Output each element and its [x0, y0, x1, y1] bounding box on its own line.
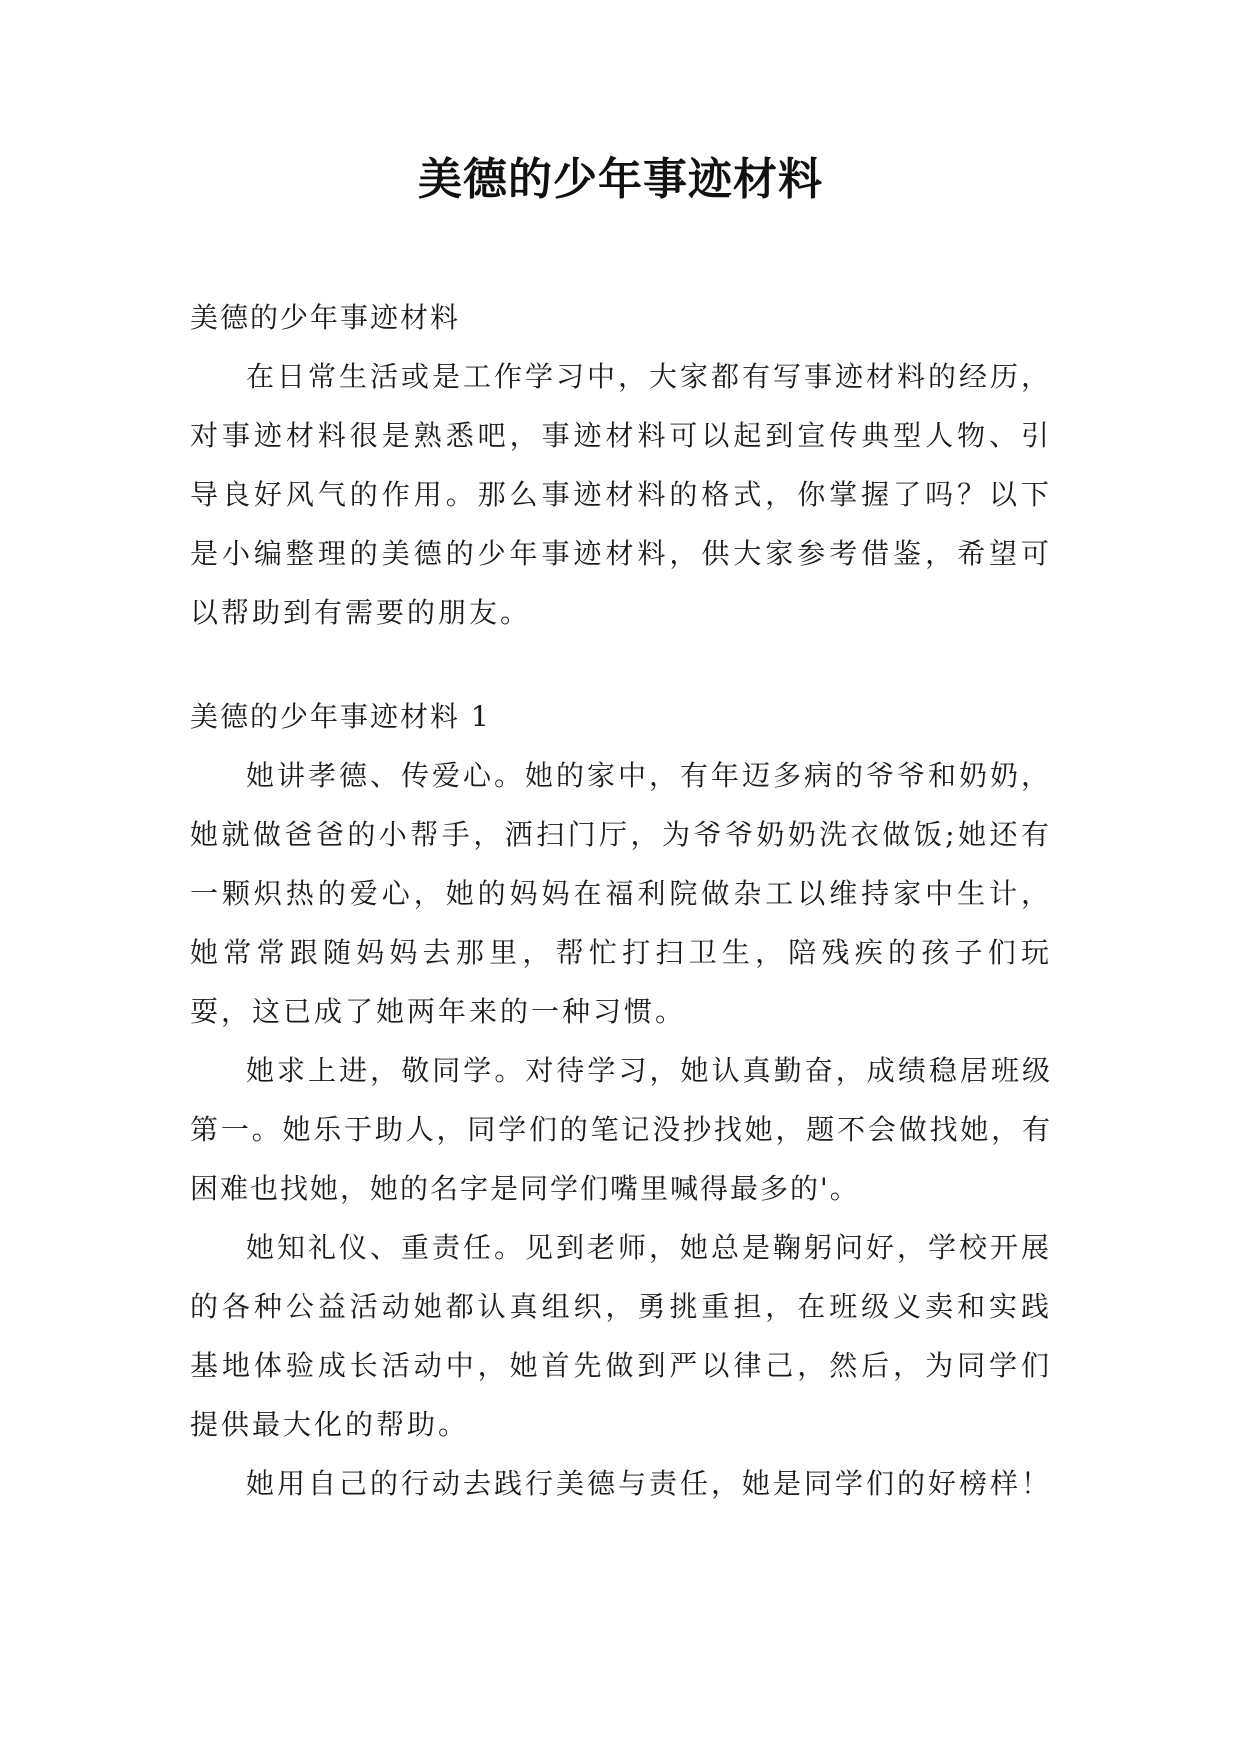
- section1-paragraph-4: 她用自己的行动去践行美德与责任，她是同学们的好榜样！: [246, 1467, 1053, 1500]
- document-title: 美德的少年事迹材料: [418, 154, 823, 205]
- document-body: [190, 288, 1052, 1513]
- section1-paragraph-2: 她求上进，敬同学。对待学习，她认真勤奋，成绩稳居班级第一。她乐于助人，同学们的笔记没抄找她，题不会做找她，有困难也找她，她的名字是同学们嘴里喊得最多的'。: [190, 1054, 1052, 1205]
- intro-paragraph: 在日常生活或是工作学习中，大家都有写事迹材料的经历，对事迹材料很是熟悉吧，事迹材料可以起到宣传典型人物、引导良好风气的作用。那么事迹材料的格式，你掌握了吗？以下是小编整理的美德的少年事迹材料，供大家参考借鉴，希望可以帮助到有需要的朋友。: [190, 360, 1053, 629]
- section1-paragraph-3: 她知礼仪、重责任。见到老师，她总是鞠躬问好，学校开展的各种公益活动她都认真组织，勇挑重担，在班级义卖和实践基地体验成长活动中，她首先做到严以律己，然后，为同学们提供最大化的帮助。: [190, 1231, 1053, 1441]
- section1-paragraph-1: 她讲孝德、传爱心。她的家中，有年迈多病的爷爷和奶奶，她就做爸爸的小帮手，洒扫门厅，为爷爷奶奶洗衣做饭;她还有一颗炽热的爱心，她的妈妈在福利院做杂工以维持家中生计，她常常跟随妈妈去那里，帮忙打扫卫生，陪残疾的孩子们玩耍，这已成了她两年来的一种习惯。: [190, 759, 1053, 1028]
- section1-heading: 美德的少年事迹材料 1: [190, 700, 491, 733]
- intro-heading: 美德的少年事迹材料: [190, 301, 461, 334]
- section-spacer: [190, 642, 1052, 687]
